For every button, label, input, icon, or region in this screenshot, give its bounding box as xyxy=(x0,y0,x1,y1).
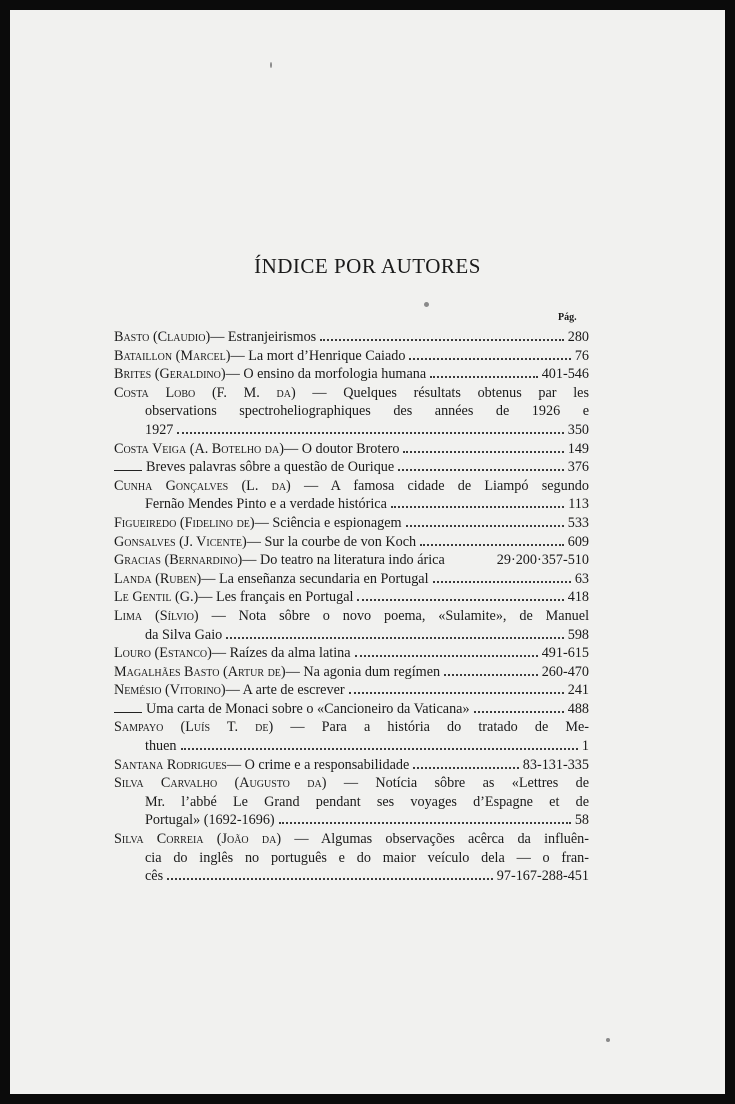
entry-title: — Notícia sôbre as «Lettres de xyxy=(343,775,590,792)
index-entry xyxy=(114,384,589,440)
entry-line xyxy=(114,774,589,793)
dot-leader xyxy=(391,497,564,508)
dot-leader xyxy=(430,367,538,378)
entry-line xyxy=(114,700,589,719)
entry-page: 63 xyxy=(574,570,589,587)
entry-title: — A arte de escrever xyxy=(225,682,345,699)
index-entry xyxy=(114,588,589,607)
entry-author: Silva Carvalho (Augusto da) xyxy=(114,775,327,792)
entry-line xyxy=(114,477,589,496)
entry-line-continued: cia do inglês no português e do maior veículo dela — o fran- xyxy=(145,849,589,866)
index-entry xyxy=(114,663,589,682)
paper-speck xyxy=(270,62,272,68)
entry-title: — O ensino da morfologia humana xyxy=(225,366,427,383)
index-entry xyxy=(114,681,589,700)
entry-line xyxy=(114,607,589,626)
entry-author: Bataillon (Marcel) xyxy=(114,347,231,364)
entry-page: 113 xyxy=(568,496,589,513)
entry-author: Basto (Claudio) xyxy=(114,329,211,345)
dot-leader xyxy=(413,758,519,769)
dot-leader xyxy=(177,423,563,434)
dot-leader xyxy=(355,646,538,657)
entry-title: — O crime e a responsabilidade xyxy=(226,756,410,773)
entry-page: 491-615 xyxy=(541,645,589,662)
entry-page: 533 xyxy=(567,514,589,531)
entry-title: — Raízes da alma latina xyxy=(211,645,351,662)
entry-line-final xyxy=(114,495,589,514)
index-entry xyxy=(114,774,589,830)
entry-title-end: 1927 xyxy=(145,421,174,438)
dot-leader xyxy=(181,739,578,750)
ditto-dash xyxy=(114,712,142,713)
dot-leader xyxy=(279,813,571,824)
book-page xyxy=(10,10,725,1094)
paper-speck xyxy=(606,1038,610,1042)
entry-line xyxy=(114,756,589,775)
paper-speck xyxy=(424,302,429,307)
dot-leader xyxy=(444,665,538,676)
entry-page: 149 xyxy=(567,440,589,457)
entry-page: 260-470 xyxy=(541,663,589,680)
entry-title: Breves palavras sôbre a questão de Ourique xyxy=(146,459,395,476)
entry-line-final xyxy=(114,867,589,886)
entry-page: 280 xyxy=(567,329,589,345)
entry-title: — Quelques résultats obtenus par les xyxy=(312,384,589,401)
index-title: ÍNDICE POR AUTORES xyxy=(254,254,481,278)
entry-page: 418 xyxy=(567,589,589,606)
dot-leader xyxy=(349,683,564,694)
entry-title-end: cês xyxy=(145,868,164,885)
index-entry xyxy=(114,440,589,459)
entry-title: — Sciência e espionagem xyxy=(254,514,402,531)
entry-author: Brites (Geraldino) xyxy=(114,366,226,383)
entry-page: 598 xyxy=(567,626,589,643)
dot-leader xyxy=(403,442,563,453)
entry-title: — A famosa cidade de Liampó segundo xyxy=(304,477,589,494)
entry-line xyxy=(114,663,589,682)
entry-title: — Estranjeirismos xyxy=(210,329,317,345)
entry-line xyxy=(114,570,589,589)
dot-leader xyxy=(409,349,570,360)
entry-title: — O doutor Brotero xyxy=(283,440,400,457)
entry-page: 58 xyxy=(574,812,589,829)
page-column-label: Pág. xyxy=(558,312,577,323)
author-index-list xyxy=(114,328,589,886)
index-entry xyxy=(114,700,589,719)
entry-line-continued: observations spectroheliographiques des années de 1926 e xyxy=(145,403,589,420)
entry-line-continued: Mr. l’abbé Le Grand pendant ses voyages d’Espagne et de xyxy=(145,793,589,810)
entry-page: 241 xyxy=(567,682,589,699)
index-entry xyxy=(114,718,589,755)
entry-title-end: thuen xyxy=(145,738,177,755)
entry-title: — La enseñanza secundaria en Portugal xyxy=(201,570,429,587)
index-entry xyxy=(114,347,589,366)
entry-author: Cunha Gonçalves (L. da) xyxy=(114,477,291,494)
entry-line xyxy=(114,514,589,533)
entry-title-end: Portugal» (1692-1696) xyxy=(145,812,275,829)
entry-title: — Na agonia dum regímen xyxy=(285,663,441,680)
entry-page: 376 xyxy=(567,459,589,476)
entry-line-final xyxy=(114,626,589,645)
dot-leader xyxy=(420,535,564,546)
dot-leader xyxy=(320,330,564,341)
entry-line xyxy=(114,551,589,570)
entry-author: Figueiredo (Fidelino de) xyxy=(114,514,255,531)
entry-line-final xyxy=(114,811,589,830)
entry-line xyxy=(114,384,589,403)
entry-line xyxy=(114,440,589,459)
entry-line xyxy=(114,365,589,384)
entry-title-end: da Silva Gaio xyxy=(145,626,223,643)
entry-line xyxy=(114,644,589,663)
entry-author: Lima (Sílvio) xyxy=(114,607,199,624)
entry-title-end: Fernão Mendes Pinto e a verdade histórica xyxy=(145,496,387,513)
index-entry xyxy=(114,607,589,644)
entry-page: 83-131-335 xyxy=(522,756,589,773)
dot-leader xyxy=(167,869,493,880)
entry-line xyxy=(114,347,589,366)
entry-author: Costa Lobo (F. M. da) xyxy=(114,384,296,401)
dot-leader xyxy=(474,702,564,713)
entry-title: — Les français en Portugal xyxy=(198,589,354,606)
entry-author: Gonsalves (J. Vicente) xyxy=(114,533,247,550)
entry-title: — Do teatro na literatura indo árica xyxy=(242,552,445,569)
entry-page: 350 xyxy=(567,421,589,438)
dot-leader xyxy=(226,628,563,639)
entry-author: Landa (Ruben) xyxy=(114,570,202,587)
entry-line xyxy=(114,681,589,700)
dot-leader xyxy=(433,572,571,583)
index-entry xyxy=(114,533,589,552)
entry-title: — Sur la courbe de von Koch xyxy=(246,533,417,550)
index-entry xyxy=(114,514,589,533)
index-entry xyxy=(114,551,589,570)
entry-author: Costa Veiga (A. Botelho da) xyxy=(114,440,284,457)
entry-page: 401-546 xyxy=(541,366,589,383)
entry-line-final xyxy=(114,737,589,756)
index-entry xyxy=(114,365,589,384)
index-entry xyxy=(114,477,589,514)
entry-author: Le Gentil (G.) xyxy=(114,589,199,606)
entry-page: 97-167-288-451 xyxy=(496,868,589,885)
index-entry xyxy=(114,458,589,477)
entry-line-final xyxy=(114,421,589,440)
entry-page: 76 xyxy=(574,347,589,364)
entry-author: Santana Rodrigues xyxy=(114,756,227,773)
entry-title: — La mort d’Henrique Caiado xyxy=(230,347,406,364)
index-entry xyxy=(114,570,589,589)
index-entry xyxy=(114,756,589,775)
dot-leader xyxy=(406,516,564,527)
entry-title: — Algumas observações acêrca da influên- xyxy=(294,831,589,848)
entry-line xyxy=(114,830,589,849)
dot-leader xyxy=(398,460,564,471)
entry-author: Magalhães Basto (Artur de) xyxy=(114,663,286,680)
entry-title: Uma carta de Monaci sobre o «Cancioneiro da Vaticana» xyxy=(146,700,470,717)
index-entry xyxy=(114,830,589,886)
index-entry xyxy=(114,644,589,663)
entry-page: 29·200·357-510 xyxy=(496,552,589,569)
entry-page: 488 xyxy=(567,700,589,717)
entry-author: Louro (Estanco) xyxy=(114,645,212,662)
entry-line xyxy=(114,458,589,477)
index-entry xyxy=(114,328,589,347)
entry-author: Nemésio (Vitorino) xyxy=(114,682,226,699)
ditto-dash xyxy=(114,470,142,471)
dot-leader xyxy=(357,590,563,601)
entry-line xyxy=(114,533,589,552)
entry-author: Gracias (Bernardino) xyxy=(114,552,243,569)
entry-title: — Para a história do tratado de Me- xyxy=(290,719,590,736)
entry-author: Sampayo (Luís T. de) xyxy=(114,719,274,736)
entry-line xyxy=(114,588,589,607)
entry-line xyxy=(114,718,589,737)
entry-author: Silva Correia (João da) xyxy=(114,831,282,848)
entry-page: 609 xyxy=(567,533,589,550)
entry-title: — Nota sôbre o novo poema, «Sulamite», de Manuel xyxy=(211,607,590,624)
entry-page: 1 xyxy=(581,738,589,755)
entry-line xyxy=(114,328,589,347)
